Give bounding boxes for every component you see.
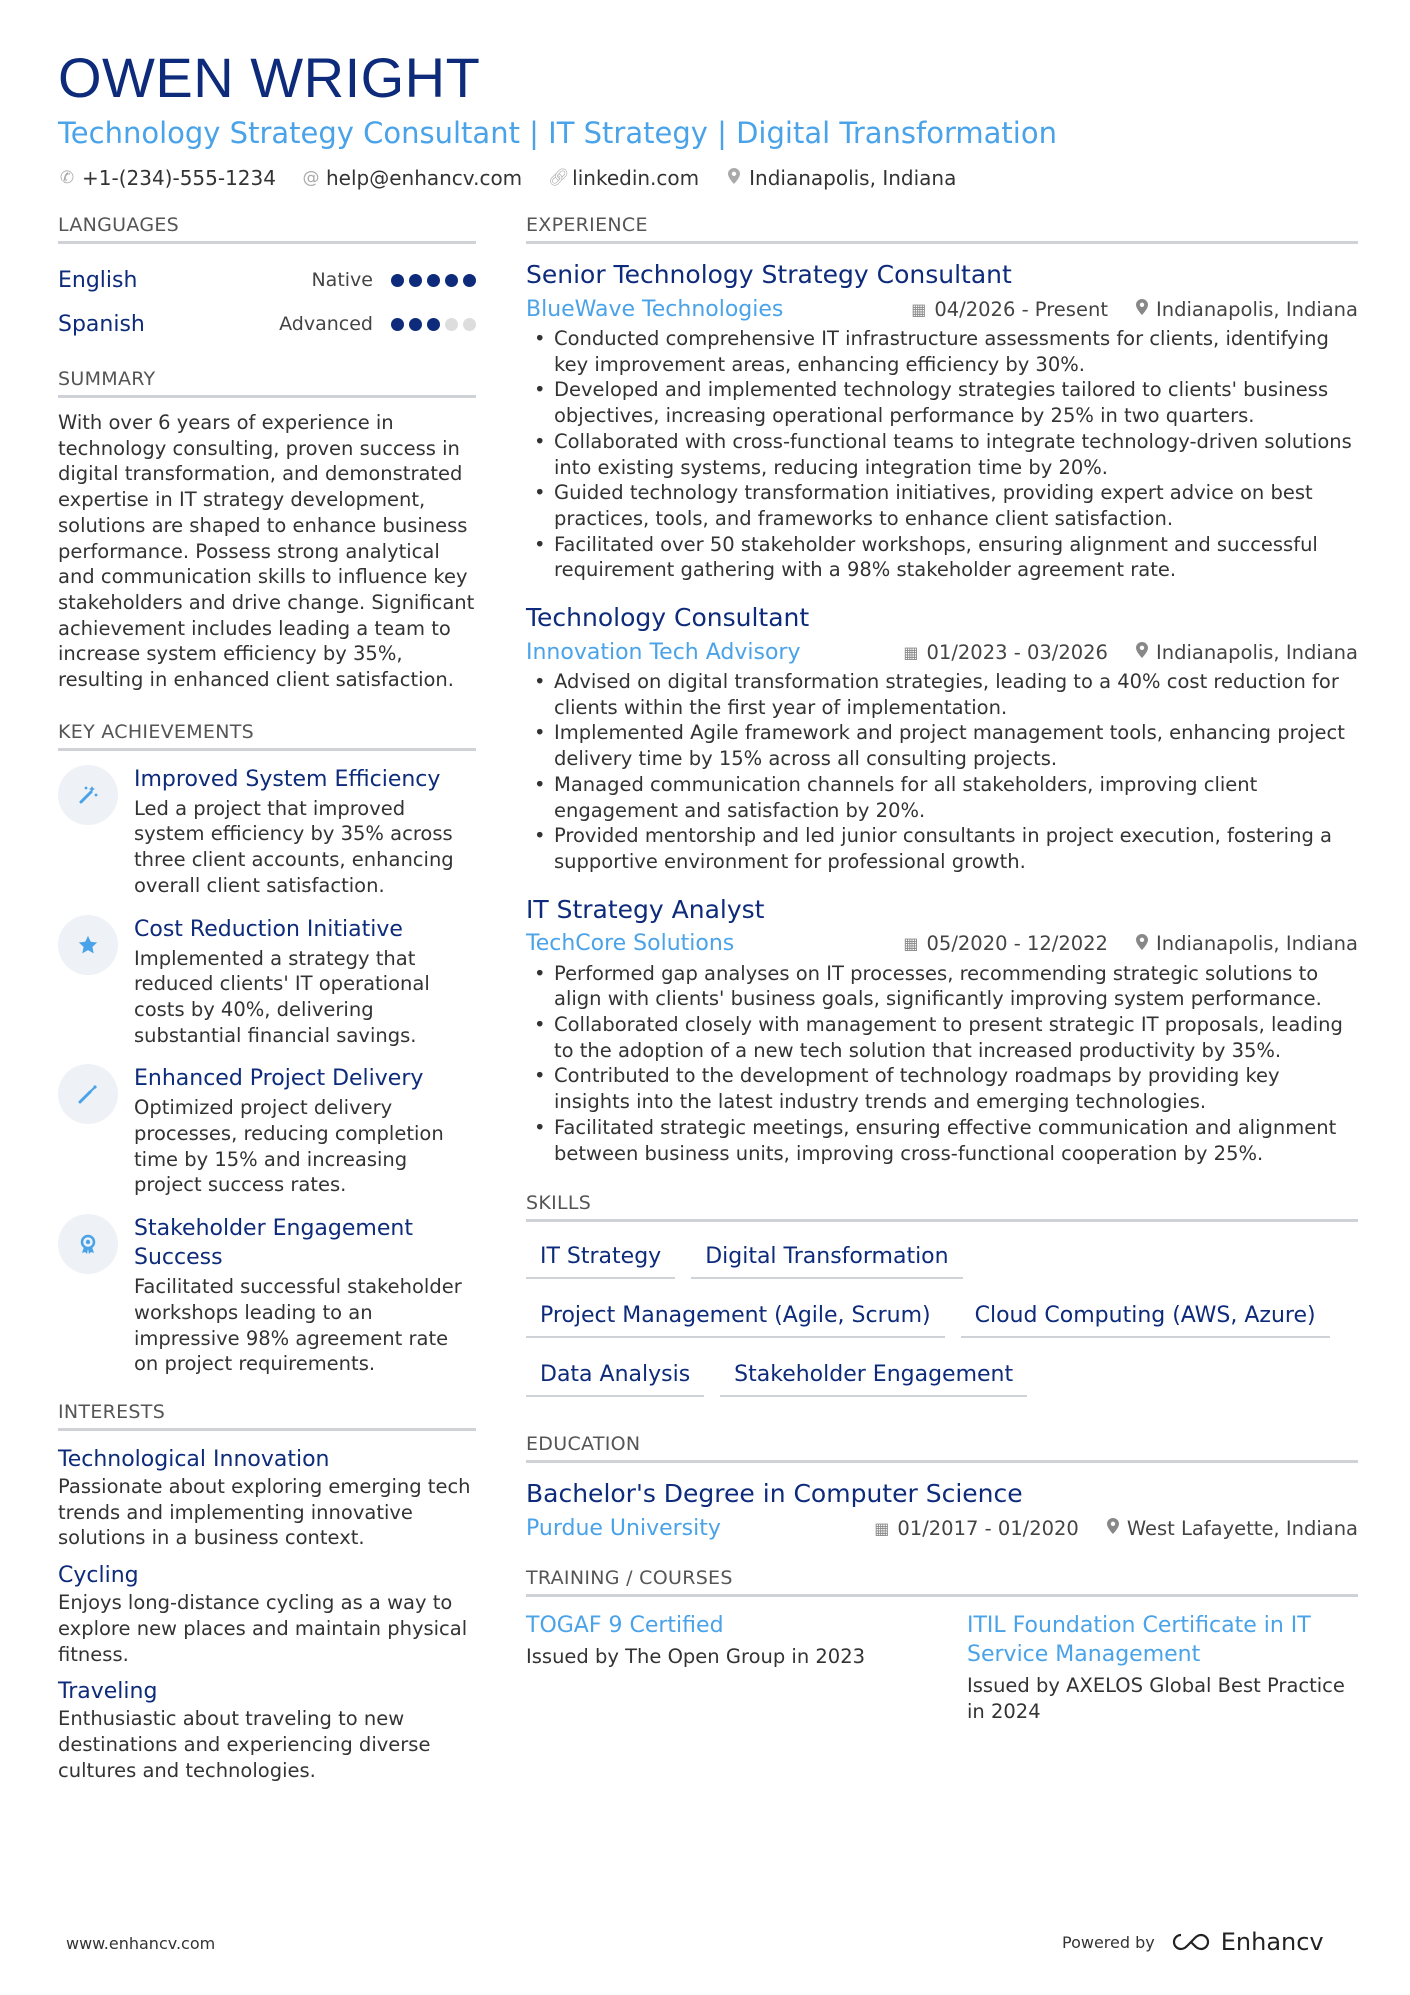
languages-heading: LANGUAGES	[58, 214, 476, 244]
achievement-desc: Optimized project delivery processes, reducing completion time by 15% and increasing project success rates.	[134, 1096, 444, 1197]
skill-tag: Project Management (Agile, Scrum)	[526, 1295, 945, 1338]
interest-title: Traveling	[58, 1679, 158, 1705]
location-pin-icon	[1107, 1518, 1119, 1538]
job-meta	[526, 929, 1358, 959]
training-item	[526, 1611, 917, 1725]
location-pin-icon	[1136, 934, 1148, 954]
language-level: Native	[311, 269, 373, 291]
job-company: Innovation Tech Advisory	[526, 639, 801, 665]
bullet-item: • Performed gap analyses on IT processes, recommending strategic solutions to align with clients' business goals, significantly improving system performance.	[526, 961, 1358, 1012]
bullet-item: • Facilitated strategic meetings, ensuring effective communication and alignment between business units, improving cross-functional cooperation by 25%.	[526, 1115, 1358, 1166]
bullet-item: • Collaborated closely with management to present strategic IT proposals, leading to the adoption of a new tech solution that increased productivity by 35%.	[526, 1012, 1358, 1063]
left-column	[58, 214, 476, 1783]
training-title: ITIL Foundation Certificate in IT Service Management	[967, 1613, 1311, 1668]
school-name: Purdue University	[526, 1515, 721, 1541]
training-item	[967, 1611, 1358, 1725]
job-bullets	[526, 669, 1358, 875]
job-title: IT Strategy Analyst	[526, 894, 765, 924]
date-text: 04/2026 - Present	[934, 297, 1108, 321]
bullet-item: • Provided mentorship and led junior consultants in project execution, fostering a supportive environment for professional growth.	[526, 823, 1358, 874]
degree-title: Bachelor's Degree in Computer Science	[526, 1479, 1023, 1509]
contact-location	[725, 166, 956, 190]
job-dates	[903, 641, 1108, 664]
job-company: TechCore Solutions	[526, 931, 735, 957]
bullet-item: • Advised on digital transformation strategies, leading to a 40% cost reduction for clients within the first year of implementation.	[526, 669, 1358, 720]
enhancv-logo-icon	[1169, 1931, 1213, 1953]
job-company: BlueWave Technologies	[526, 296, 784, 322]
achievement-desc: Led a project that improved system efficiency by 35% across three client accounts, enhancing overall client satisfaction.	[134, 796, 454, 897]
job-entry	[526, 258, 1358, 583]
dot-empty	[445, 318, 458, 331]
skill-tag: Data Analysis	[526, 1354, 704, 1397]
phone-icon: ✆	[59, 168, 75, 188]
job-location	[1136, 298, 1358, 321]
candidate-headline: Technology Strategy Consultant | IT Strategy | Digital Transformation	[58, 116, 1057, 150]
interests-section	[58, 1401, 476, 1783]
skills-list	[526, 1236, 1358, 1397]
achievement-title: Improved System Efficiency	[134, 766, 441, 792]
star-icon	[58, 915, 118, 975]
date-text: 01/2023 - 03/2026	[926, 640, 1108, 664]
dot-filled	[409, 274, 422, 287]
bullet-item: • Guided technology transformation initiatives, providing expert advice on best practices, tools, and frameworks to enhance client satisfaction.	[526, 480, 1358, 531]
contact-phone[interactable]	[58, 166, 276, 190]
language-name: English	[58, 267, 138, 293]
location-pin-icon	[1136, 299, 1148, 319]
job-meta	[526, 637, 1358, 667]
job-entry	[526, 893, 1358, 1167]
job-dates	[903, 932, 1108, 955]
education-heading: EDUCATION	[526, 1433, 1358, 1463]
location-text: Indianapolis, Indiana	[1155, 932, 1358, 956]
powered-by-text: Powered by	[1062, 1932, 1155, 1952]
achievement-desc: Implemented a strategy that reduced clients' IT operational costs by 40%, delivering substantial financial savings.	[134, 946, 430, 1047]
contact-linkedin[interactable]	[548, 166, 699, 190]
interest-title: Technological Innovation	[58, 1446, 330, 1472]
date-text: 05/2020 - 12/2022	[926, 932, 1108, 956]
brand-name: Enhancv	[1220, 1928, 1324, 1956]
achievements-section	[58, 721, 476, 1377]
dot-filled	[427, 274, 440, 287]
location-text: Indianapolis, Indiana	[1155, 297, 1358, 321]
footer-brand	[1062, 1928, 1324, 1956]
education-dates	[874, 1517, 1079, 1540]
job-title: Senior Technology Strategy Consultant	[526, 260, 1012, 289]
email-text: help@enhancv.com	[325, 166, 523, 190]
experience-heading: EXPERIENCE	[526, 214, 1358, 244]
skill-tag: IT Strategy	[526, 1236, 675, 1279]
contact-email[interactable]	[302, 166, 522, 190]
job-location	[1136, 641, 1358, 664]
skill-tag: Cloud Computing (AWS, Azure)	[961, 1295, 1330, 1338]
achievements-heading: KEY ACHIEVEMENTS	[58, 721, 476, 751]
dot-filled	[409, 318, 422, 331]
language-row	[58, 302, 476, 346]
date-text: 01/2017 - 01/2020	[897, 1516, 1079, 1540]
skills-heading: SKILLS	[526, 1192, 1358, 1222]
award-icon	[58, 1214, 118, 1274]
training-heading: TRAINING / COURSES	[526, 1567, 1358, 1597]
job-title: Technology Consultant	[526, 603, 810, 633]
job-location	[1136, 932, 1358, 955]
job-bullets	[526, 961, 1358, 1167]
summary-text: With over 6 years of experience in technology consulting, proven success in digital transformation, and demonstrated expertise in IT strategy development, solutions are shaped to enhance business performance. Possess strong analytical and communication skills to influence key stakeholders and drive change. Significant achievement includes leading a team to increase system efficiency by 35%, resulting in enhanced client satisfaction.	[58, 411, 475, 692]
skills-section	[526, 1192, 1358, 1397]
dot-filled	[427, 318, 440, 331]
location-pin-icon	[1136, 642, 1148, 662]
training-title: TOGAF 9 Certified	[526, 1613, 724, 1639]
dot-filled	[445, 274, 458, 287]
achievement-desc: Facilitated successful stakeholder workshops leading to an impressive 98% agreement rate on project requirements.	[134, 1275, 462, 1376]
languages-section	[58, 214, 476, 346]
interest-desc: Enjoys long-distance cycling as a way to explore new places and maintain physical fitness.	[58, 1591, 468, 1666]
training-grid	[526, 1611, 1358, 1725]
resume-header	[58, 46, 1358, 190]
phone-text: +1-(234)-555-1234	[82, 166, 276, 190]
proficiency-dots	[391, 318, 476, 331]
linkedin-text: linkedin.com	[572, 166, 700, 190]
training-section	[526, 1567, 1358, 1725]
location-text: Indianapolis, Indiana	[749, 166, 957, 190]
language-name: Spanish	[58, 311, 145, 337]
language-row	[58, 258, 476, 302]
location-pin-icon	[725, 168, 743, 189]
interest-desc: Passionate about exploring emerging tech trends and implementing innovative solutions in a business context.	[58, 1474, 471, 1550]
right-column	[526, 214, 1358, 1725]
skill-tag: Stakeholder Engagement	[720, 1354, 1027, 1397]
achievement-item	[58, 915, 476, 1049]
interest-title: Cycling	[58, 1563, 139, 1589]
experience-section	[526, 214, 1358, 1166]
achievement-item	[58, 1214, 476, 1377]
wand-icon	[58, 1064, 118, 1124]
proficiency-dots	[391, 274, 476, 287]
calendar-icon: ▦	[903, 642, 919, 662]
bullet-item: • Facilitated over 50 stakeholder workshops, ensuring alignment and successful requirement gathering with a 98% stakeholder agreement rate.	[526, 532, 1358, 583]
footer-website[interactable]: www.enhancv.com	[66, 1934, 216, 1953]
interests-heading: INTERESTS	[58, 1401, 476, 1431]
bullet-item: • Collaborated with cross-functional teams to integrate technology-driven solutions into existing systems, reducing integration time by 20%.	[526, 429, 1358, 480]
bullet-item: • Conducted comprehensive IT infrastructure assessments for clients, identifying key improvement areas, enhancing efficiency by 30%.	[526, 326, 1358, 377]
enhancv-logo[interactable]	[1169, 1928, 1324, 1956]
magic-wand-icon	[58, 765, 118, 825]
achievement-item	[58, 765, 476, 899]
contact-bar	[58, 166, 1358, 190]
dot-empty	[463, 318, 476, 331]
achievement-title: Stakeholder Engagement Success	[134, 1216, 413, 1271]
education-location	[1107, 1517, 1358, 1540]
skill-tag: Digital Transformation	[691, 1236, 962, 1279]
location-text: West Lafayette, Indiana	[1126, 1516, 1358, 1540]
calendar-icon: ▦	[911, 299, 927, 319]
dot-filled	[391, 318, 404, 331]
achievement-item	[58, 1064, 476, 1198]
link-icon: 🔗︎	[548, 168, 570, 188]
calendar-icon: ▦	[903, 934, 919, 954]
language-level: Advanced	[279, 313, 373, 335]
dot-filled	[391, 274, 404, 287]
achievement-title: Enhanced Project Delivery	[134, 1066, 424, 1092]
summary-section	[58, 368, 476, 693]
bullet-item: • Contributed to the development of technology roadmaps by providing key insights into the latest industry trends and emerging technologies.	[526, 1063, 1358, 1114]
summary-heading: SUMMARY	[58, 368, 476, 398]
job-bullets	[526, 326, 1358, 583]
calendar-icon: ▦	[874, 1518, 890, 1538]
training-desc: Issued by The Open Group in 2023	[526, 1645, 866, 1669]
interest-desc: Enthusiastic about traveling to new destinations and experiencing diverse cultures and technologies.	[58, 1707, 431, 1782]
at-icon: @	[302, 168, 320, 188]
candidate-name: OWEN WRIGHT	[58, 46, 481, 109]
job-meta	[526, 294, 1358, 324]
achievement-title: Cost Reduction Initiative	[134, 916, 403, 942]
bullet-item: • Developed and implemented technology strategies tailored to clients' business objectives, increasing operational performance by 25% in two quarters.	[526, 377, 1358, 428]
job-entry	[526, 601, 1358, 875]
training-desc: Issued by AXELOS Global Best Practice in 2024	[967, 1674, 1345, 1724]
bullet-item: • Managed communication channels for all stakeholders, improving client engagement and satisfaction by 20%.	[526, 772, 1358, 823]
dot-filled	[463, 274, 476, 287]
education-section	[526, 1433, 1358, 1543]
location-text: Indianapolis, Indiana	[1155, 640, 1358, 664]
education-meta	[526, 1513, 1358, 1543]
job-dates	[911, 298, 1108, 321]
bullet-item: • Implemented Agile framework and project management tools, enhancing project delivery time by 15% across all consulting projects.	[526, 720, 1358, 771]
